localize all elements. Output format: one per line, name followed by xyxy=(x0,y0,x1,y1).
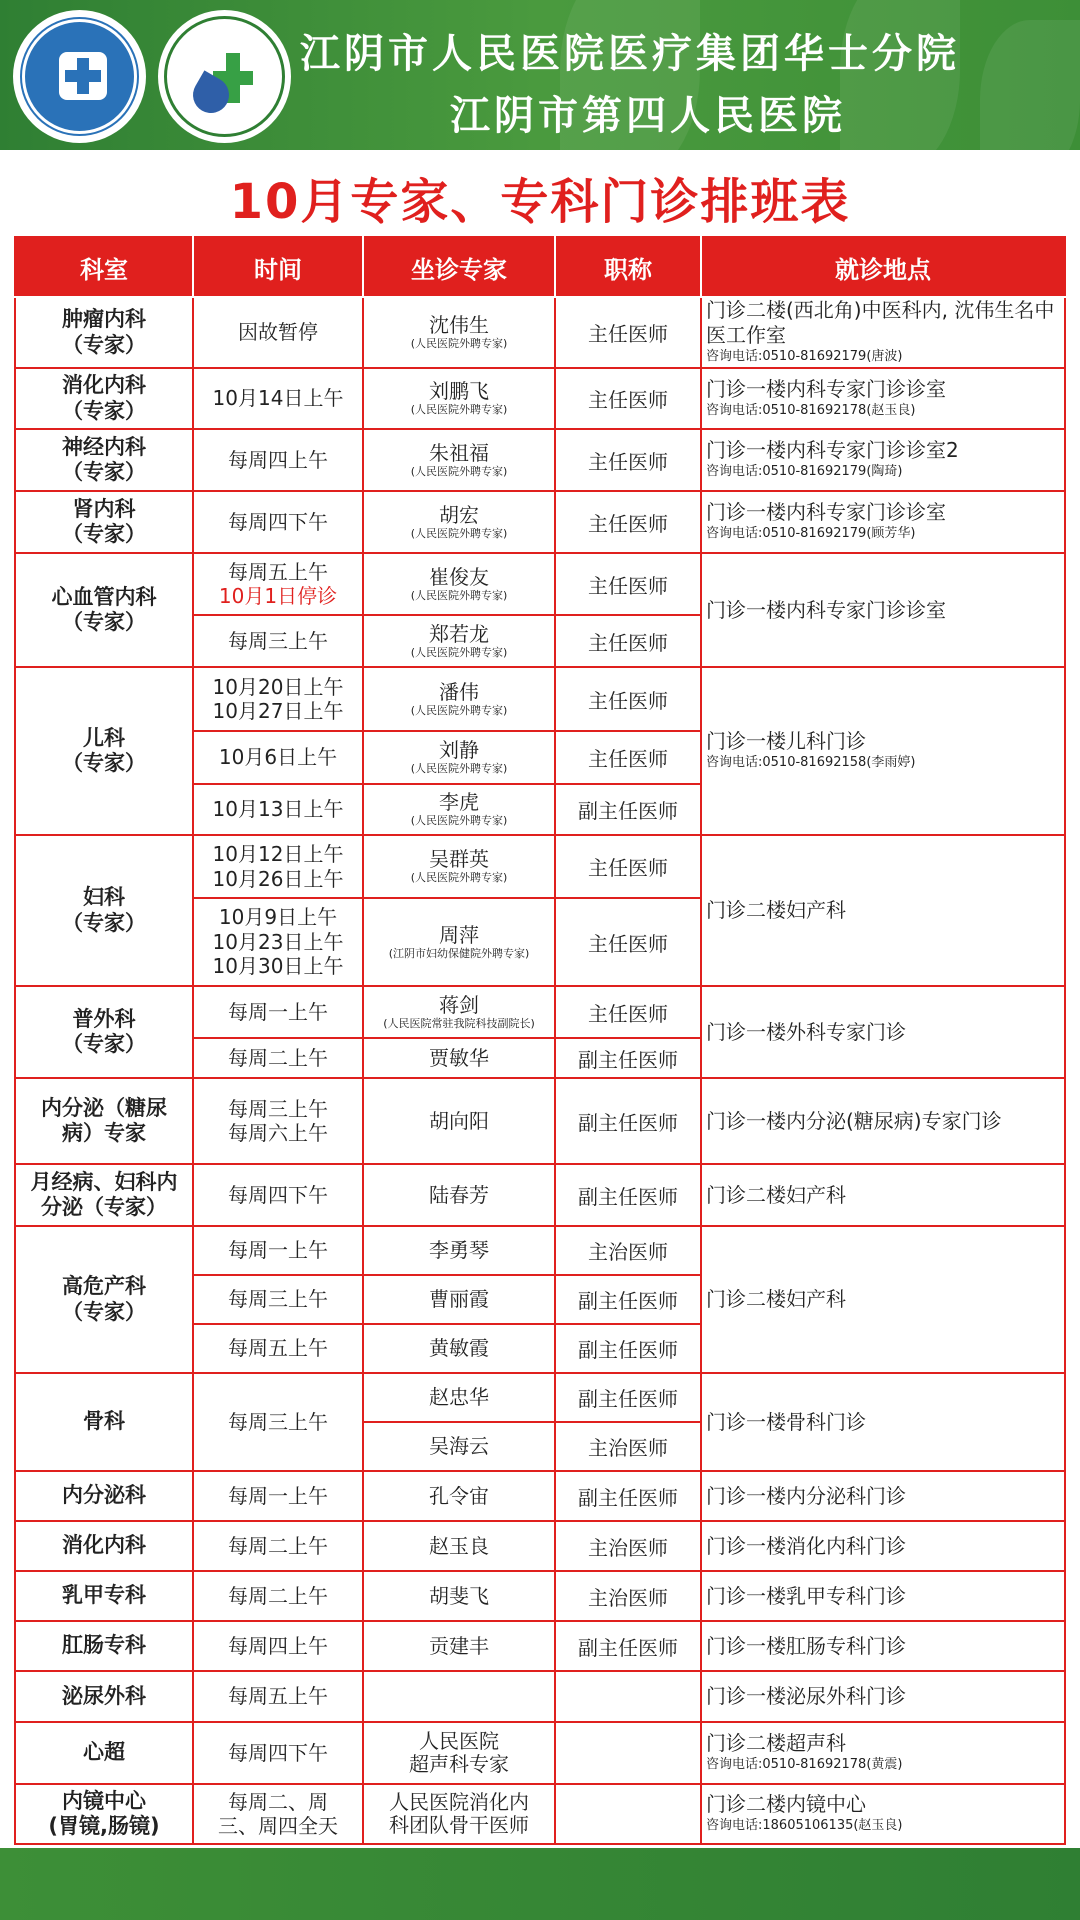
time-cell: 每周一上午 xyxy=(193,986,363,1038)
title-cell xyxy=(555,1722,701,1784)
table-row xyxy=(15,1722,1065,1784)
hospital-logo xyxy=(158,10,291,143)
location-cell: 门诊一楼内科专家门诊诊室2 咨询电话:0510-81692179(陶琦) xyxy=(701,429,1065,491)
table-row xyxy=(15,368,1065,429)
title-cell: 副主任医师 xyxy=(555,1078,701,1164)
title-cell: 副主任医师 xyxy=(555,1621,701,1671)
dept-cell: 肛肠专科 xyxy=(15,1621,193,1671)
doctor-cell: 崔俊友 (人民医院外聘专家) xyxy=(363,553,555,615)
doctor-cell: 周萍 (江阴市妇幼保健院外聘专家) xyxy=(363,898,555,986)
title-cell: 主任医师 xyxy=(555,491,701,553)
col-header-doctor: 坐诊专家 xyxy=(363,237,555,297)
location-cell: 门诊一楼外科专家门诊 xyxy=(701,986,1065,1078)
title-cell: 主任医师 xyxy=(555,297,701,368)
group-logo xyxy=(13,10,146,143)
doctor-cell: 曹丽霞 xyxy=(363,1275,555,1324)
title-cell: 主任医师 xyxy=(555,731,701,784)
location-cell: 门诊二楼妇产科 xyxy=(701,1226,1065,1373)
doctor-cell: 朱祖福 (人民医院外聘专家) xyxy=(363,429,555,491)
header-banner xyxy=(0,0,1080,150)
dept-cell: 内分泌（糖尿 病）专家 xyxy=(15,1078,193,1164)
doctor-cell: 胡向阳 xyxy=(363,1078,555,1164)
time-cell: 因故暂停 xyxy=(193,297,363,368)
title-cell: 副主任医师 xyxy=(555,1471,701,1521)
dept-cell: 心血管内科 （专家） xyxy=(15,553,193,667)
doctor-cell: 孔令宙 xyxy=(363,1471,555,1521)
dept-cell: 肾内科 （专家） xyxy=(15,491,193,553)
dept-cell: 消化内科 xyxy=(15,1521,193,1571)
time-cell: 10月12日上午 10月26日上午 xyxy=(193,835,363,898)
table-row xyxy=(15,429,1065,491)
doctor-cell: 陆春芳 xyxy=(363,1164,555,1226)
time-cell: 每周一上午 xyxy=(193,1226,363,1275)
location-cell: 门诊一楼骨科门诊 xyxy=(701,1373,1065,1471)
doctor-cell: 刘静 (人民医院外聘专家) xyxy=(363,731,555,784)
dept-cell: 泌尿外科 xyxy=(15,1671,193,1722)
doctor-cell: 贡建丰 xyxy=(363,1621,555,1671)
title-cell: 主治医师 xyxy=(555,1571,701,1621)
location-cell: 门诊一楼肛肠专科门诊 xyxy=(701,1621,1065,1671)
dept-cell: 高危产科 （专家） xyxy=(15,1226,193,1373)
table-header-row xyxy=(15,237,1065,297)
doctor-cell: 郑若龙 (人民医院外聘专家) xyxy=(363,615,555,667)
doctor-cell: 胡宏 (人民医院外聘专家) xyxy=(363,491,555,553)
table-row xyxy=(15,1521,1065,1571)
table-row xyxy=(15,1226,1065,1275)
hospital-name-line2: 江阴市第四人民医院 xyxy=(450,92,846,139)
time-cell: 每周二上午 xyxy=(193,1038,363,1078)
title-cell: 主任医师 xyxy=(555,835,701,898)
title-cell: 主任医师 xyxy=(555,667,701,731)
doctor-cell xyxy=(363,1671,555,1722)
medical-cross-icon xyxy=(59,52,107,100)
title-cell: 副主任医师 xyxy=(555,1164,701,1226)
table-row xyxy=(15,1471,1065,1521)
time-cell: 每周二上午 xyxy=(193,1521,363,1571)
doctor-cell: 贾敏华 xyxy=(363,1038,555,1078)
time-cell: 10月9日上午 10月23日上午 10月30日上午 xyxy=(193,898,363,986)
doctor-cell: 人民医院 超声科专家 xyxy=(363,1722,555,1784)
title-cell: 主任医师 xyxy=(555,898,701,986)
table-row xyxy=(15,1784,1065,1844)
table-row xyxy=(15,1373,1065,1422)
col-header-title: 职称 xyxy=(555,237,701,297)
dept-cell: 心超 xyxy=(15,1722,193,1784)
doctor-cell: 潘伟 (人民医院外聘专家) xyxy=(363,667,555,731)
time-cell: 每周四下午 xyxy=(193,1722,363,1784)
col-header-dept: 科室 xyxy=(15,237,193,297)
time-cell: 10月20日上午 10月27日上午 xyxy=(193,667,363,731)
table-row xyxy=(15,491,1065,553)
time-cell: 每周三上午 每周六上午 xyxy=(193,1078,363,1164)
location-cell: 门诊二楼妇产科 xyxy=(701,835,1065,986)
time-cell: 每周五上午 xyxy=(193,1671,363,1722)
time-cell: 每周四上午 xyxy=(193,1621,363,1671)
schedule-table xyxy=(14,236,1066,1845)
dept-cell: 月经病、妇科内 分泌（专家） xyxy=(15,1164,193,1226)
dept-cell: 消化内科 （专家） xyxy=(15,368,193,429)
title-cell: 主任医师 xyxy=(555,615,701,667)
title-cell: 主任医师 xyxy=(555,368,701,429)
table-row xyxy=(15,553,1065,615)
table-row xyxy=(15,835,1065,898)
col-header-location: 就诊地点 xyxy=(701,237,1065,297)
dept-cell: 普外科 （专家） xyxy=(15,986,193,1078)
time-cell: 每周三上午 xyxy=(193,1373,363,1471)
location-cell: 门诊一楼乳甲专科门诊 xyxy=(701,1571,1065,1621)
dept-cell: 妇科 （专家） xyxy=(15,835,193,986)
title-cell: 主任医师 xyxy=(555,986,701,1038)
doctor-cell: 沈伟生 (人民医院外聘专家) xyxy=(363,297,555,368)
time-cell: 每周五上午 10月1日停诊 xyxy=(193,553,363,615)
time-cell: 每周五上午 xyxy=(193,1324,363,1373)
doctor-cell: 赵玉良 xyxy=(363,1521,555,1571)
doctor-cell: 蒋剑 (人民医院常驻我院科技副院长) xyxy=(363,986,555,1038)
table-row xyxy=(15,297,1065,368)
dept-cell: 儿科 （专家） xyxy=(15,667,193,835)
title-cell: 主任医师 xyxy=(555,429,701,491)
doctor-cell: 李虎 (人民医院外聘专家) xyxy=(363,784,555,835)
suspension-notice: 10月1日停诊 xyxy=(218,584,338,608)
doctor-cell: 胡斐飞 xyxy=(363,1571,555,1621)
doctor-cell: 吴群英 (人民医院外聘专家) xyxy=(363,835,555,898)
doctor-cell: 刘鹏飞 (人民医院外聘专家) xyxy=(363,368,555,429)
location-cell: 门诊二楼超声科 咨询电话:0510-81692178(黄震) xyxy=(701,1722,1065,1784)
page-title: 10月专家、专科门诊排班表 xyxy=(229,174,851,230)
title-cell xyxy=(555,1784,701,1844)
dept-cell: 乳甲专科 xyxy=(15,1571,193,1621)
table-row xyxy=(15,1671,1065,1722)
table-row xyxy=(15,1078,1065,1164)
title-cell: 副主任医师 xyxy=(555,1038,701,1078)
time-cell: 每周四下午 xyxy=(193,1164,363,1226)
time-cell: 每周二、周 三、周四全天 xyxy=(193,1784,363,1844)
dept-cell: 肿瘤内科 （专家） xyxy=(15,297,193,368)
title-cell: 副主任医师 xyxy=(555,1373,701,1422)
location-cell: 门诊一楼泌尿外科门诊 xyxy=(701,1671,1065,1722)
dept-cell: 内镜中心 (胃镜,肠镜) xyxy=(15,1784,193,1844)
title-cell: 副主任医师 xyxy=(555,1324,701,1373)
location-cell: 门诊二楼(西北角)中医科内, 沈伟生名中医工作室 咨询电话:0510-81692179(唐波) xyxy=(701,297,1065,368)
location-cell: 门诊二楼内镜中心 咨询电话:18605106135(赵玉良) xyxy=(701,1784,1065,1844)
table-row xyxy=(15,1164,1065,1226)
doctor-cell: 赵忠华 xyxy=(363,1373,555,1422)
table-row xyxy=(15,1571,1065,1621)
time-cell: 每周三上午 xyxy=(193,615,363,667)
time-cell: 每周四下午 xyxy=(193,491,363,553)
title-cell: 主治医师 xyxy=(555,1422,701,1471)
title-cell xyxy=(555,1671,701,1722)
title-cell: 主任医师 xyxy=(555,553,701,615)
location-cell: 门诊一楼内科专家门诊诊室 咨询电话:0510-81692178(赵玉良) xyxy=(701,368,1065,429)
table-row xyxy=(15,1621,1065,1671)
location-cell: 门诊一楼消化内科门诊 xyxy=(701,1521,1065,1571)
title-cell: 副主任医师 xyxy=(555,1275,701,1324)
doctor-cell: 吴海云 xyxy=(363,1422,555,1471)
col-header-time: 时间 xyxy=(193,237,363,297)
doctor-cell: 李勇琴 xyxy=(363,1226,555,1275)
title-cell: 副主任医师 xyxy=(555,784,701,835)
time-cell: 10月13日上午 xyxy=(193,784,363,835)
location-cell: 门诊一楼内科专家门诊诊室 咨询电话:0510-81692179(顾芳华) xyxy=(701,491,1065,553)
location-cell: 门诊二楼妇产科 xyxy=(701,1164,1065,1226)
time-cell: 每周四上午 xyxy=(193,429,363,491)
table-row xyxy=(15,667,1065,731)
hospital-name-line1: 江阴市人民医院医疗集团华士分院 xyxy=(300,30,960,77)
table-row xyxy=(15,986,1065,1038)
location-cell: 门诊一楼内科专家门诊诊室 xyxy=(701,553,1065,667)
footer-banner xyxy=(0,1848,1080,1920)
time-cell: 10月14日上午 xyxy=(193,368,363,429)
title-cell: 主治医师 xyxy=(555,1226,701,1275)
time-cell: 每周三上午 xyxy=(193,1275,363,1324)
doctor-cell: 人民医院消化内 科团队骨干医师 xyxy=(363,1784,555,1844)
time-cell: 每周二上午 xyxy=(193,1571,363,1621)
dept-cell: 骨科 xyxy=(15,1373,193,1471)
time-cell: 每周一上午 xyxy=(193,1471,363,1521)
location-cell: 门诊一楼儿科门诊 咨询电话:0510-81692158(李雨婷) xyxy=(701,667,1065,835)
dept-cell: 内分泌科 xyxy=(15,1471,193,1521)
title-cell: 主治医师 xyxy=(555,1521,701,1571)
location-cell: 门诊一楼内分泌科门诊 xyxy=(701,1471,1065,1521)
dept-cell: 神经内科 （专家） xyxy=(15,429,193,491)
location-cell: 门诊一楼内分泌(糖尿病)专家门诊 xyxy=(701,1078,1065,1164)
doctor-cell: 黄敏霞 xyxy=(363,1324,555,1373)
time-cell: 10月6日上午 xyxy=(193,731,363,784)
